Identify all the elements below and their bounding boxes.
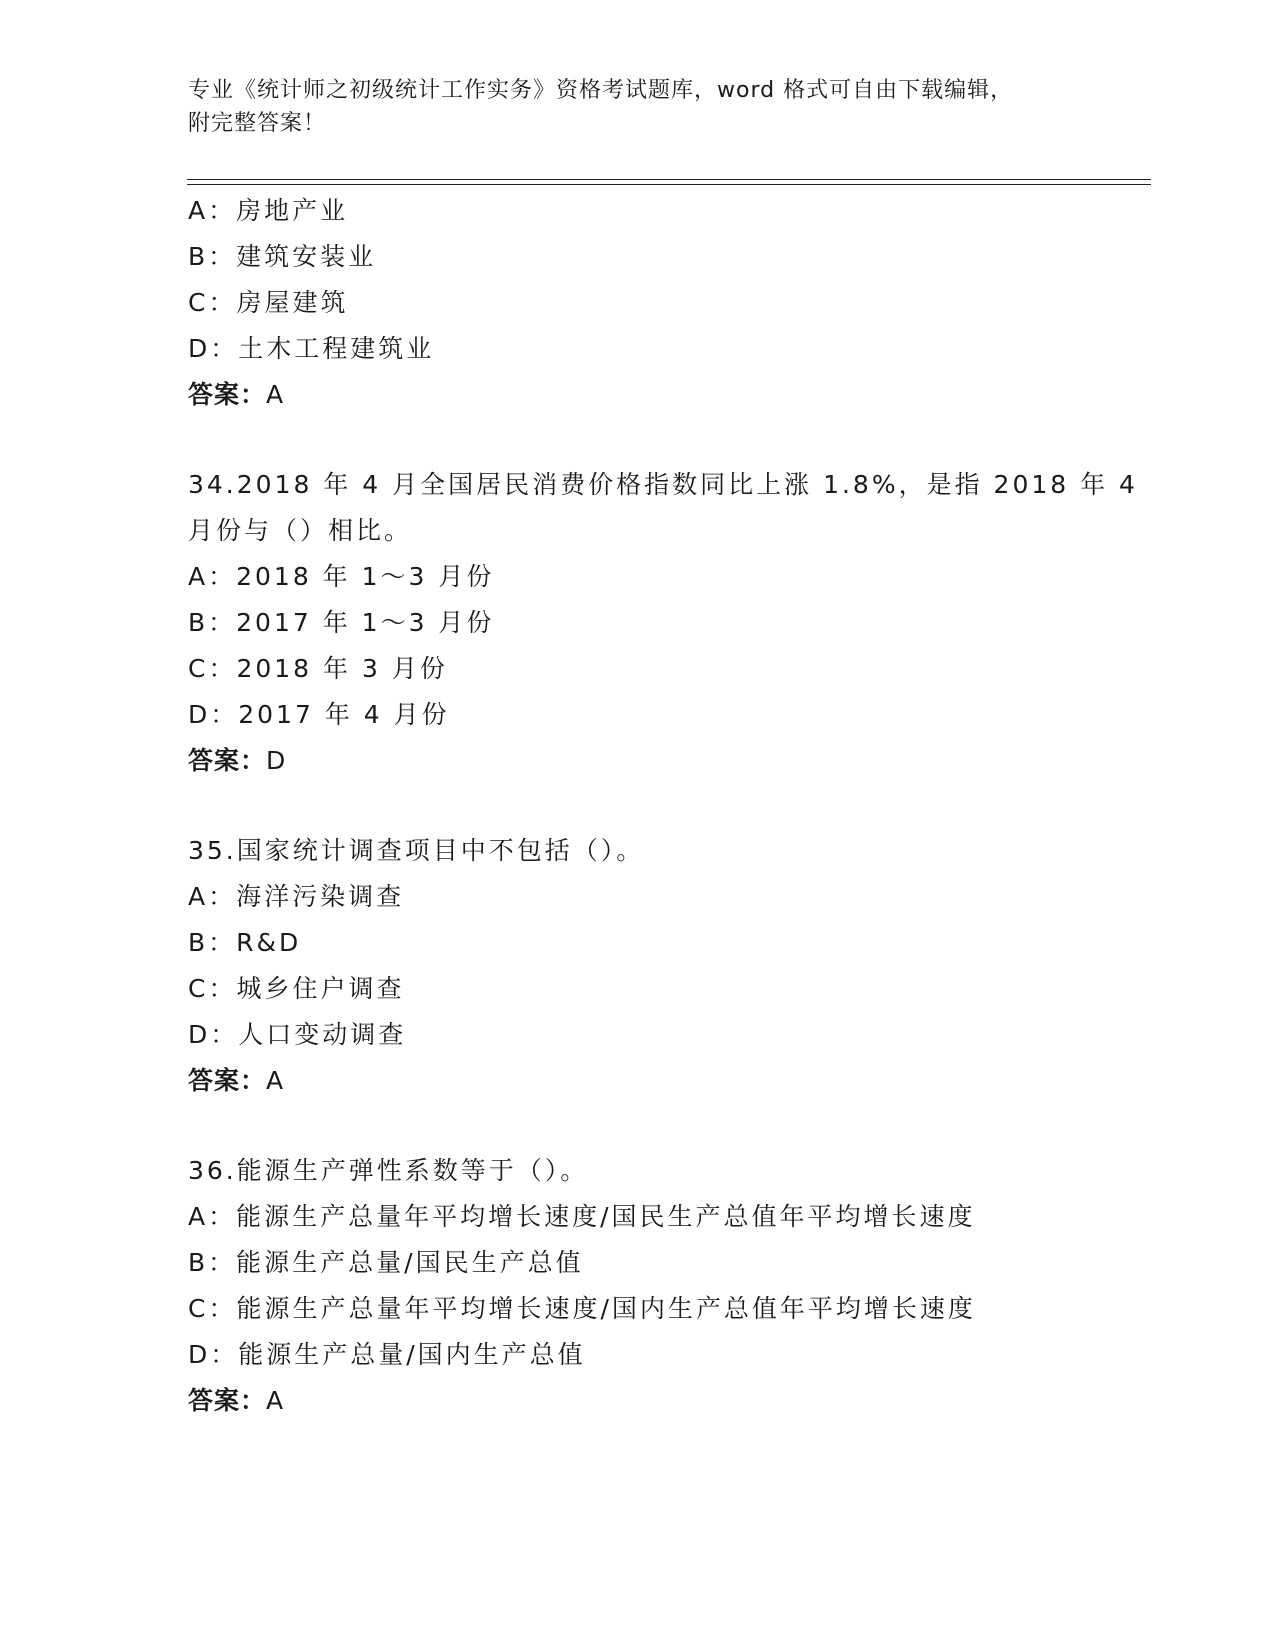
question-stem: 34.2018 年 4 月全国居民消费价格指数同比上涨 1.8%，是指 2018 年 4 bbox=[188, 470, 1138, 499]
question-list bbox=[188, 188, 1138, 1424]
question-33 bbox=[188, 188, 1088, 418]
question-stem: 36.能源生产弹性系数等于（）。 bbox=[188, 1156, 589, 1185]
option-d: D：人口变动调查 bbox=[188, 1020, 407, 1049]
answer-label: 答案： bbox=[188, 746, 267, 775]
header-line-1: 专业《统计师之初级统计工作实务》资格考试题库，word 格式可自由下载编辑， bbox=[188, 78, 1014, 103]
answer-value: A bbox=[266, 1386, 285, 1415]
answer-label: 答案： bbox=[188, 380, 267, 409]
answer-label: 答案： bbox=[188, 1066, 267, 1095]
header-line-2: 附完整答案！ bbox=[188, 111, 327, 136]
option-c: C：2018 年 3 月份 bbox=[188, 654, 448, 683]
answer-line bbox=[188, 1378, 1088, 1424]
header-divider-bottom bbox=[187, 184, 1151, 185]
answer-value: A bbox=[266, 1066, 285, 1095]
question-34 bbox=[188, 462, 1138, 784]
question-stem: 35.国家统计调查项目中不包括（）。 bbox=[188, 836, 645, 865]
answer-line bbox=[188, 1058, 1088, 1104]
option-c: C：房屋建筑 bbox=[188, 288, 349, 317]
question-35 bbox=[188, 828, 1088, 1104]
option-a: A：房地产业 bbox=[188, 196, 349, 225]
header-divider-top bbox=[187, 179, 1151, 180]
option-c: C：能源生产总量年平均增长速度/国内生产总值年平均增长速度 bbox=[188, 1294, 976, 1323]
option-d: D：能源生产总量/国内生产总值 bbox=[188, 1340, 586, 1369]
option-d: D：2017 年 4 月份 bbox=[188, 700, 450, 729]
option-d: D：土木工程建筑业 bbox=[188, 334, 435, 363]
answer-line bbox=[188, 738, 1088, 784]
option-b: B：R&D bbox=[188, 928, 302, 957]
option-a: A：2018 年 1～3 月份 bbox=[188, 562, 495, 591]
answer-value: D bbox=[266, 746, 287, 775]
answer-label: 答案： bbox=[188, 1386, 267, 1415]
option-a: A：海洋污染调查 bbox=[188, 882, 405, 911]
option-b: B：建筑安装业 bbox=[188, 242, 377, 271]
option-b: B：2017 年 1～3 月份 bbox=[188, 608, 495, 637]
document-header bbox=[188, 74, 1088, 140]
option-c: C：城乡住户调查 bbox=[188, 974, 405, 1003]
question-36 bbox=[188, 1148, 1088, 1424]
answer-value: A bbox=[266, 380, 285, 409]
option-a: A：能源生产总量年平均增长速度/国民生产总值年平均增长速度 bbox=[188, 1202, 976, 1231]
question-stem-continued: 月份与（）相比。 bbox=[188, 516, 413, 545]
answer-line bbox=[188, 372, 1088, 418]
option-b: B：能源生产总量/国民生产总值 bbox=[188, 1248, 584, 1277]
